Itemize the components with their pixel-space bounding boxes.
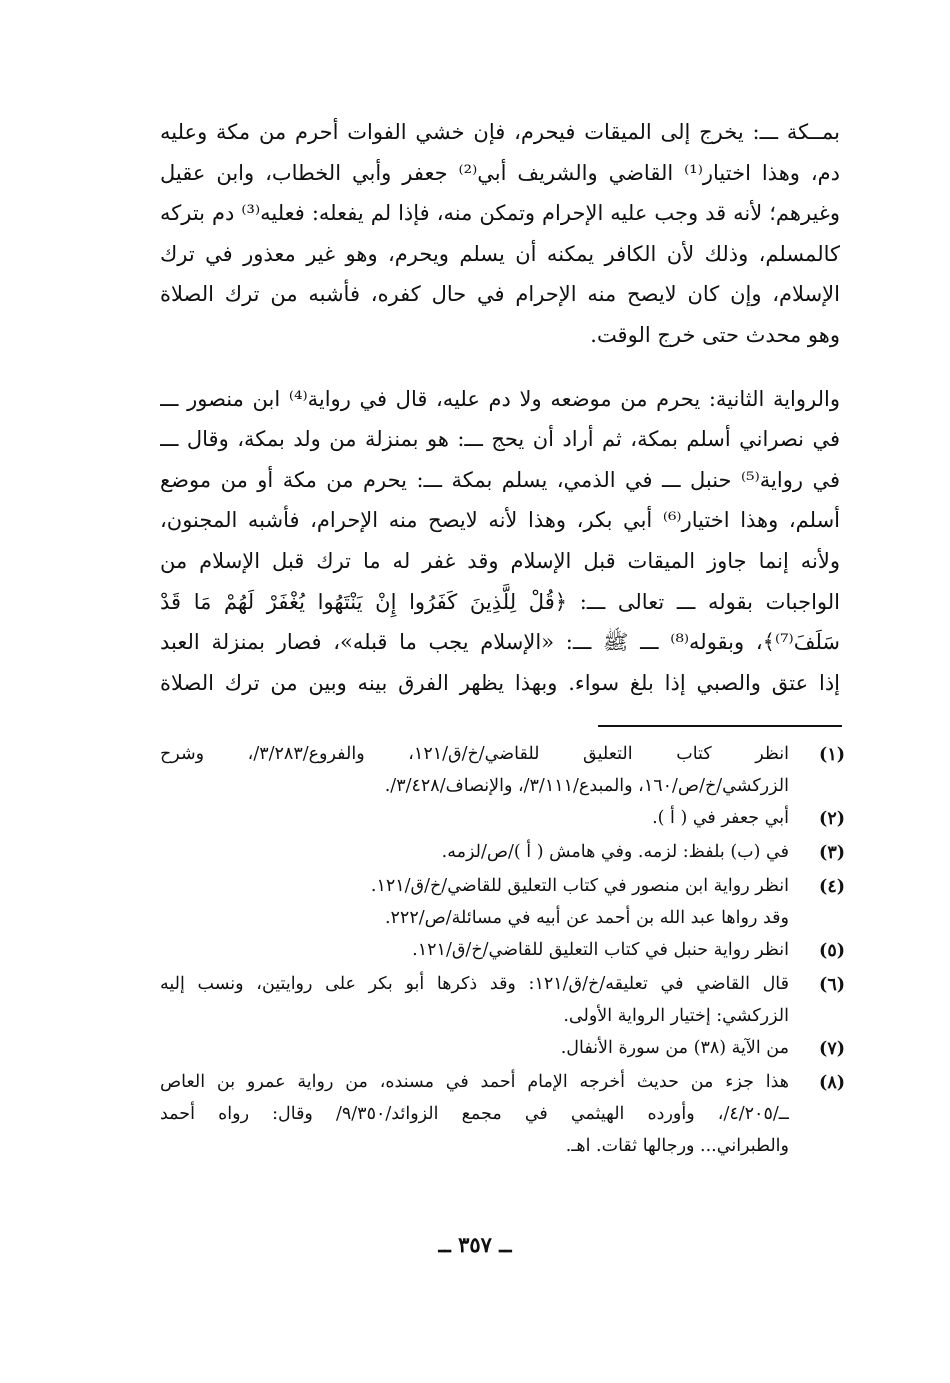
footnote-1 bbox=[160, 738, 845, 802]
footnote-number: (٣) bbox=[819, 843, 845, 863]
text-line: الإسلام، وإن كان لايصح منه الإحرام في حال كفره، فأشبه من ترك الصلاة bbox=[160, 282, 840, 307]
text-line: والرواية الثانية: يحرم من موضعه ولا دم عليه، قال في رواية⁽⁴⁾ ابن منصور ـــ bbox=[160, 386, 840, 411]
footnote-line: من الآية (٣٨) من سورة الأنفال. bbox=[560, 1038, 789, 1058]
footnote-8 bbox=[160, 1066, 845, 1162]
footnote-number: (٦) bbox=[819, 975, 845, 995]
footnote-4 bbox=[160, 870, 845, 934]
text-line: سَلَفَ⁽⁷⁾﴾، وبقوله⁽⁸⁾ ـــ ﷺ ـــ: «الإسلام يجب ما قبله»، فصار بمنزلة العبد bbox=[160, 630, 840, 655]
footnote-number: (١) bbox=[819, 745, 845, 765]
footnote-number: (٥) bbox=[819, 941, 845, 961]
footnote-7 bbox=[160, 1032, 845, 1066]
footnotes bbox=[160, 738, 845, 1162]
footnote-line: ــ/٤/٢٠٥/، وأورده الهيثمي في مجمع الزوائد/٩/٣٥٠/ وقال: رواه أحمد bbox=[160, 1104, 789, 1124]
footnote-text bbox=[160, 802, 789, 836]
text-line: أسلم، وهذا اختيار⁽⁶⁾ أبي بكر، وهذا لأنه لايصح منه الإحرام، فأشبه المجنون، bbox=[160, 508, 840, 533]
footnote-separator bbox=[598, 725, 842, 727]
text-line: كالمسلم، وذلك لأن الكافر يمكنه أن يسلم ويحرم، وهو غير معذور في ترك bbox=[160, 241, 840, 266]
text-line: ولأنه إنما جاوز الميقات قبل الإسلام وقد غفر له ما ترك قبل الإسلام من bbox=[160, 548, 840, 573]
footnote-line: انظر رواية حنبل في كتاب التعليق للقاضي/خ/ق/١٢١. bbox=[412, 940, 789, 960]
footnote-text bbox=[160, 968, 789, 1032]
text-line: الواجبات بقوله ـــ تعالى ـــ: ﴿قُلْ لِلَّذِينَ كَفَرُوا إِنْ يَنْتَهُوا يُغْفَرْ لَهُمْ مَا قَدْ bbox=[160, 589, 840, 614]
footnote-text bbox=[160, 836, 789, 870]
footnote-line: انظر كتاب التعليق للقاضي/خ/ق/١٢١، والفروع/٣/٢٨٣/، وشرح bbox=[160, 744, 789, 764]
paragraph-1 bbox=[160, 112, 840, 356]
footnote-line: انظر رواية ابن منصور في كتاب التعليق للقاضي/خ/ق/١٢١. bbox=[370, 876, 789, 896]
footnote-number: (٨) bbox=[819, 1073, 845, 1093]
main-text bbox=[160, 112, 840, 703]
text-line: وغيرهم؛ لأنه قد وجب عليه الإحرام وتمكن منه، فإذا لم يفعله: فعليه⁽³⁾ دم بتركه bbox=[160, 201, 840, 226]
footnote-6 bbox=[160, 968, 845, 1032]
paragraph-gap bbox=[160, 356, 840, 379]
footnote-text bbox=[160, 934, 789, 968]
footnote-line: في (ب) بلفظ: لزمه. وفي هامش ( أ )/ص/لزمه. bbox=[441, 842, 789, 862]
footnote-text bbox=[160, 870, 789, 934]
footnote-number: (٤) bbox=[819, 877, 845, 897]
footnote-line: والطبراني... ورجالها ثقات. اهـ. bbox=[565, 1136, 789, 1156]
footnote-number: (٧) bbox=[819, 1039, 845, 1059]
footnote-line: أبي جعفر في ( أ ). bbox=[652, 808, 789, 828]
footnote-text bbox=[160, 1032, 789, 1066]
footnote-line: هذا جزء من حديث أخرجه الإمام أحمد في مسنده، من رواية عمرو بن العاص bbox=[160, 1072, 789, 1092]
text-line: وهو محدث حتى خرج الوقت. bbox=[590, 322, 840, 347]
text-line: في رواية⁽⁵⁾ حنبل ـــ في الذمي، يسلم بمكة ـــ: يحرم من مكة أو من موضع bbox=[160, 467, 840, 492]
footnote-line: الزركشي: إختيار الرواية الأولى. bbox=[563, 1006, 789, 1026]
footnote-line: قال القاضي في تعليقه/خ/ق/١٢١: وقد ذكرها أبو بكر على روايتين، ونسب إليه bbox=[160, 974, 789, 994]
text-line: إذا عتق والصبي إذا بلغ سواء. وبهذا يظهر الفرق بينه وبين من ترك الصلاة bbox=[160, 670, 840, 695]
footnote-line: الزركشي/خ/ص/١٦٠، والمبدع/٣/١١١/، والإنصاف/٣/٤٢٨/. bbox=[384, 776, 789, 796]
footnote-number: (٢) bbox=[819, 809, 845, 829]
footnote-text bbox=[160, 738, 789, 802]
footnote-line: وقد رواها عبد الله بن أحمد عن أبيه في مسائلة/ص/٢٢٢. bbox=[384, 908, 789, 928]
paragraph-2 bbox=[160, 379, 840, 704]
text-line: في نصراني أسلم بمكة، ثم أراد أن يحج ـــ: هو بمنزلة من ولد بمكة، وقال ـــ bbox=[160, 427, 840, 452]
page-number: ــ ٣٥٧ ــ bbox=[438, 1232, 512, 1257]
footnote-2 bbox=[160, 802, 845, 836]
text-line: دم، وهذا اختيار⁽¹⁾ القاضي والشريف أبي⁽²⁾ جعفر وأبي الخطاب، وابن عقيل bbox=[160, 160, 840, 185]
text-line: بمــكة ـــ: يخرج إلى الميقات فيحرم، فإن خشي الفوات أحرم من مكة وعليه bbox=[160, 120, 840, 144]
footnote-3 bbox=[160, 836, 845, 870]
footnote-text bbox=[160, 1066, 789, 1162]
footnote-5 bbox=[160, 934, 845, 968]
